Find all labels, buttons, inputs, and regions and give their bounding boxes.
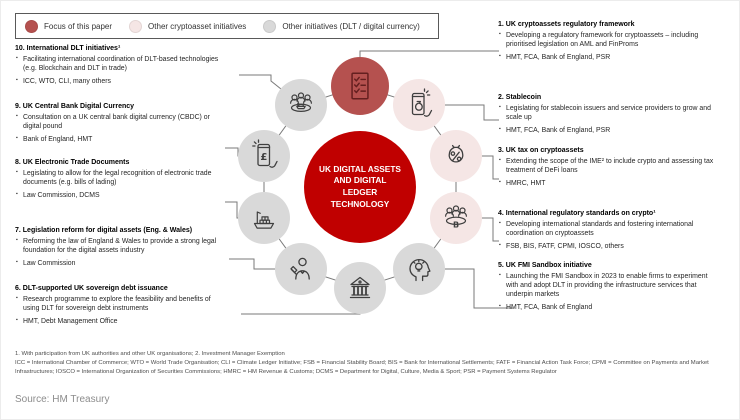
checklist-icon: [342, 68, 378, 104]
initiative-item: [15, 159, 225, 204]
initiative-bullet: ▪ Consultation on a UK central bank digital currency (CBDC) or digital pound: [15, 113, 225, 131]
initiative-title: 8. UK Electronic Trade Documents: [15, 159, 130, 166]
initiative-bullet: ▪ Extending the scope of the IME² to include crypto and assessing tax treatment of DeFi loans: [498, 157, 714, 175]
initiative-item: [498, 262, 714, 316]
people-bitcoin-icon: [439, 201, 473, 235]
initiative-bullet: ▪ FSB, BIS, FATF, CPMI, IOSCO, others: [498, 242, 714, 251]
legend-label: Focus of this paper: [44, 21, 113, 31]
diagram-node-ship: [238, 192, 290, 244]
initiative-bullet: ▪ Research programme to explore the feasibility and benefits of using DLT for sovereign debt instruments: [15, 295, 225, 313]
initiative-item: [498, 147, 714, 192]
initiative-bullet: ▪ Developing a regulatory framework for cryptoassets – including prioritised legislation on AML and FinProms: [498, 31, 714, 49]
initiative-bullet: ▪ Developing international standards and fostering international coordination on cryptoassets: [498, 220, 714, 238]
initiative-bullet-list: [15, 295, 225, 326]
footnote-abbreviations: ICC = International Chamber of Commerce; WTO = World Trade Organisation; CLI = Climate Ledger Initiative; FSB = Financial Stability Board; BIS = Bank for International Settlements; FATF = Financial Action Task Force; CPMI = Committee on Payments and Market Infrastructures; IOSCO = International Organization of Securities Commissions; HMRC = HM Revenue & Customs; DCMS = Department for Digital, Culture, Media & Sport; PSR = Payment Systems Regulator: [15, 359, 709, 375]
initiative-bullet: ▪ Facilitating international coordination of DLT-based technologies (e.g. Blockchain and DLT in trade): [15, 55, 225, 73]
initiative-title: 7. Legislation reform for digital assets (Eng. & Wales): [15, 227, 193, 234]
svg-text:B: B: [452, 220, 460, 230]
initiative-bullet-list: [15, 169, 225, 200]
diagram-node-phone-pound: [238, 130, 290, 182]
legend-label: Other initiatives (DLT / digital currency): [282, 21, 420, 31]
bank-icon: [343, 271, 377, 305]
initiative-bullet: ▪ Law Commission, DCMS: [15, 191, 225, 200]
legend-label: Other cryptoasset initiatives: [148, 21, 247, 31]
initiative-item: [498, 21, 714, 66]
phone-moneybag-icon: [402, 88, 436, 122]
center-title: UK DIGITAL ASSETS AND DIGITAL LEDGER TECHNOLOGY: [319, 163, 401, 209]
diagram-node-moneybag-percent: [430, 130, 482, 182]
diagram-node-head-idea: [393, 243, 445, 295]
initiative-bullet-list: [498, 157, 714, 188]
initiative-bullet-list: [498, 31, 714, 62]
initiative-bullet: ▪ HMT, FCA, Bank of England: [498, 303, 714, 312]
initiative-bullet: ▪ HMRC, HMT: [498, 179, 714, 188]
initiative-item: [15, 45, 225, 90]
center-circle: [304, 131, 416, 243]
judge-icon: [284, 252, 318, 286]
initiative-title: 3. UK tax on cryptoassets: [498, 147, 584, 154]
svg-text:£: £: [260, 151, 268, 163]
initiative-bullet: ▪ Reforming the law of England & Wales to provide a strong legal foundation for the digital assets industry: [15, 237, 225, 255]
initiative-bullet: ▪ Legislating to allow for the legal recognition of electronic trade documents (e.g. bills of lading): [15, 169, 225, 187]
head-idea-icon: [402, 252, 436, 286]
initiative-bullet: ▪ Legislating for stablecoin issuers and service providers to grow and scale up: [498, 104, 714, 122]
initiative-bullet: ▪ HMT, FCA, Bank of England, PSR: [498, 53, 714, 62]
initiative-bullet: ▪ Law Commission: [15, 259, 225, 268]
initiative-bullet-list: [15, 55, 225, 86]
initiative-title: 1. UK cryptoassets regulatory framework: [498, 21, 635, 28]
phone-pound-icon: [247, 139, 281, 173]
initiative-title: 6. DLT-supported UK sovereign debt issuance: [15, 285, 168, 292]
initiative-title: 4. International regulatory standards on crypto¹: [498, 210, 656, 217]
initiative-item: [498, 210, 714, 255]
initiative-bullet: ▪ ICC, WTO, CLI, many others: [15, 77, 225, 86]
footnotes: [15, 350, 727, 377]
initiative-title: 5. UK FMI Sandbox initiative: [498, 262, 592, 269]
connector-item-1: [360, 51, 499, 59]
initiative-bullet: ▪ HMT, FCA, Bank of England, PSR: [498, 126, 714, 135]
initiative-bullet: ▪ Launching the FMI Sandbox in 2023 to enable firms to experiment with and adopt DLT in providing the infrastructure services that underpin markets: [498, 272, 714, 300]
initiative-bullet: ▪ HMT, Debt Management Office: [15, 317, 225, 326]
initiative-bullet-list: [15, 113, 225, 144]
moneybag-percent-icon: [439, 139, 473, 173]
diagram-node-people-bitcoin: [430, 192, 482, 244]
initiative-item: [498, 94, 714, 139]
diagram-node-judge: [275, 243, 327, 295]
ship-icon: [247, 201, 281, 235]
initiative-item: [15, 227, 225, 272]
people-ship-icon: [284, 88, 318, 122]
source-label: Source: HM Treasury: [15, 394, 110, 405]
initiative-item: [15, 103, 225, 148]
initiative-bullet-list: [498, 104, 714, 135]
footnote-line-1: 1. With participation from UK authorities and other UK organisations; 2. Investment Manager Exemption: [15, 351, 285, 357]
initiative-title: 2. Stablecoin: [498, 94, 542, 101]
initiative-bullet-list: [498, 272, 714, 312]
initiative-bullet-list: [15, 237, 225, 268]
initiative-bullet: ▪ Bank of England, HMT: [15, 135, 225, 144]
diagram-node-people-ship: [275, 79, 327, 131]
initiative-bullet-list: [498, 220, 714, 251]
initiative-item: [15, 285, 225, 330]
diagram-node-bank: [334, 262, 386, 314]
initiative-title: 10. International DLT initiatives¹: [15, 45, 121, 52]
initiative-title: 9. UK Central Bank Digital Currency: [15, 103, 135, 110]
diagram-node-checklist: [331, 57, 389, 115]
